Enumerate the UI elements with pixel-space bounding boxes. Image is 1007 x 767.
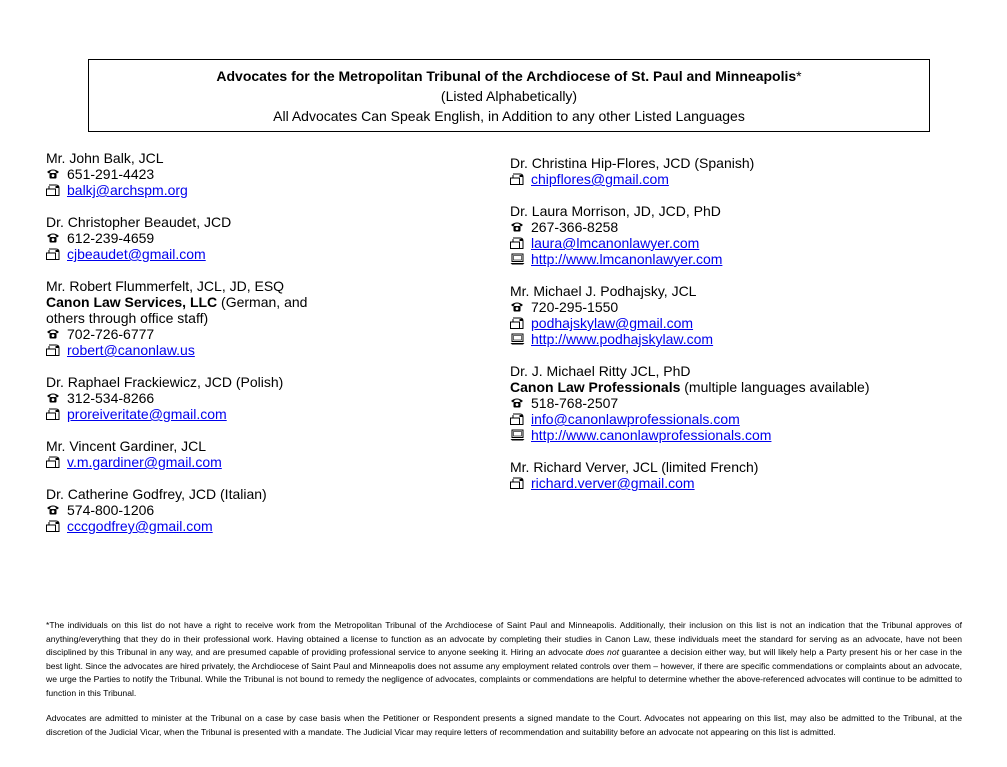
- email-line: [46, 406, 486, 422]
- email-link[interactable]: info@canonlawprofessionals.com: [531, 411, 740, 427]
- email-icon: [46, 408, 62, 420]
- phone-line: [510, 395, 980, 411]
- email-link[interactable]: cjbeaudet@gmail.com: [67, 246, 206, 262]
- email-line: [510, 171, 980, 187]
- phone-icon: [510, 221, 526, 233]
- email-icon: [46, 184, 62, 196]
- email-line: [46, 182, 486, 198]
- email-line: [510, 475, 980, 491]
- email-line: [510, 315, 980, 331]
- email-line: [46, 246, 486, 262]
- phone-icon: [46, 232, 62, 244]
- footnote-text-2: guarantee a decision either way, but will likely help a Party present his or her case in the best light. Since the advocates are hired privately, the Archdiocese of Saint Paul and Minneapolis does not assume any employment related controls over them – however, if there are specific commendations or complaints about an advocate, we urge the Parties to notify the Tribunal. While the Tribunal is not bound to remedy the negligence of advocates, complaints or commendations are helpful to determine whether the above-referenced advocates will continue to be admitted to function in this Tribunal.: [46, 647, 963, 698]
- advocate-entry: [46, 374, 486, 422]
- right-column: [510, 155, 980, 507]
- email-line: [510, 411, 980, 427]
- website-link[interactable]: http://www.canonlawprofessionals.com: [531, 427, 772, 443]
- computer-icon: [510, 333, 526, 345]
- left-column: [46, 150, 486, 550]
- website-link[interactable]: http://www.lmcanonlawyer.com: [531, 251, 723, 267]
- advocate-entry: [46, 278, 486, 358]
- phone-icon: [46, 328, 62, 340]
- page-subtitle: (Listed Alphabetically): [440, 88, 578, 104]
- advocate-name: Mr. Robert Flummerfelt, JCL, JD, ESQ: [46, 278, 285, 294]
- phone-number: 267-366-8258: [531, 219, 619, 235]
- website-line: [510, 251, 980, 267]
- website-link[interactable]: http://www.podhajskylaw.com: [531, 331, 714, 347]
- firm-note: (multiple languages available): [680, 379, 870, 395]
- advocate-entry: [510, 283, 980, 347]
- email-icon: [510, 317, 526, 329]
- email-link[interactable]: cccgodfrey@gmail.com: [67, 518, 213, 534]
- advocate-name: Mr. Richard Verver, JCL (limited French): [510, 459, 759, 475]
- advocate-name: Dr. Christopher Beaudet, JCD: [46, 214, 232, 230]
- email-link[interactable]: robert@canonlaw.us: [67, 342, 195, 358]
- phone-line: [46, 166, 486, 182]
- email-link[interactable]: richard.verver@gmail.com: [531, 475, 695, 491]
- advocate-name: Mr. Vincent Gardiner, JCL: [46, 438, 207, 454]
- advocate-name: Dr. Raphael Frackiewicz, JCD (Polish): [46, 374, 284, 390]
- advocate-name: Dr. J. Michael Ritty JCL, PhD: [510, 363, 691, 379]
- email-icon: [510, 173, 526, 185]
- computer-icon: [510, 429, 526, 441]
- phone-number: 518-768-2507: [531, 395, 619, 411]
- email-link[interactable]: podhajskylaw@gmail.com: [531, 315, 694, 331]
- email-icon: [510, 237, 526, 249]
- footnote-emphasis: does not: [585, 647, 620, 658]
- email-line: [46, 454, 486, 470]
- advocate-firm: [510, 379, 980, 395]
- phone-icon: [510, 301, 526, 313]
- phone-number: 651-291-4423: [67, 166, 155, 182]
- email-icon: [46, 344, 62, 356]
- page-title: [89, 66, 929, 86]
- phone-icon: [46, 504, 62, 516]
- advocate-entry: [46, 214, 486, 262]
- firm-name: Canon Law Professionals: [510, 379, 681, 395]
- firm-note: (German, and: [217, 294, 308, 310]
- advocate-entry: [510, 155, 980, 187]
- footnote-admission: Advocates are admitted to minister at the Tribunal on a case by case basis when the Petitioner or Respondent presents a signed mandate to the Court. Advocates not appearing on this list, may also be admitted to the Tribunal, at the discretion of the Judicial Vicar, when the Tribunal is presented with a mandate. The Judicial Vicar may require letters of recommendation and suitability before an advocate not appearing on this list is admitted.: [46, 713, 962, 737]
- phone-icon: [46, 168, 62, 180]
- header-box: [88, 59, 930, 132]
- computer-icon: [510, 253, 526, 265]
- email-link[interactable]: balkj@archspm.org: [67, 182, 188, 198]
- title-asterisk: *: [796, 68, 802, 84]
- advocate-name: Dr. Christina Hip-Flores, JCD (Spanish): [510, 155, 755, 171]
- phone-line: [510, 219, 980, 235]
- website-line: [510, 427, 980, 443]
- phone-number: 574-800-1206: [67, 502, 155, 518]
- firm-note-continued: others through office staff): [46, 310, 209, 326]
- email-line: [46, 342, 486, 358]
- email-icon: [46, 248, 62, 260]
- advocate-entry: [46, 486, 486, 534]
- advocate-entry: [510, 459, 980, 491]
- phone-number: 312-534-8266: [67, 390, 155, 406]
- phone-line: [46, 326, 486, 342]
- phone-icon: [46, 392, 62, 404]
- footnote-disclaimer: [46, 619, 962, 701]
- email-link[interactable]: proreiveritate@gmail.com: [67, 406, 227, 422]
- phone-number: 702-726-6777: [67, 326, 155, 342]
- email-icon: [46, 456, 62, 468]
- email-link[interactable]: v.m.gardiner@gmail.com: [67, 454, 222, 470]
- email-link[interactable]: laura@lmcanonlawyer.com: [531, 235, 700, 251]
- footnote-text-1: *The individuals on this list do not have a right to receive work from the Metropolitan Tribunal of the Archdiocese of Saint Paul and Minneapolis. Additionally, their inclusion on this list is not an indication that the Tribunal approves of anything/everything that they do in their professional work. Having obtained a license to function as an advocate by completing their studies in Canon Law, these individuals meet the standard for serving as an advocate, have not been disciplined by this Tribunal in any way, and are presumed capable of providing professional service to anyone seeking it. Hiring an advocate: [46, 620, 962, 658]
- email-line: [46, 518, 486, 534]
- website-line: [510, 331, 980, 347]
- email-icon: [510, 413, 526, 425]
- advocate-entry: [510, 203, 980, 267]
- email-icon: [510, 477, 526, 489]
- firm-name: Canon Law Services, LLC: [46, 294, 218, 310]
- email-icon: [46, 520, 62, 532]
- language-note: All Advocates Can Speak English, in Addition to any other Listed Languages: [273, 108, 745, 124]
- title-text: Advocates for the Metropolitan Tribunal of the Archdiocese of St. Paul and Minneapolis: [216, 68, 797, 84]
- advocate-name: Dr. Laura Morrison, JD, JCD, PhD: [510, 203, 721, 219]
- advocate-entry: [510, 363, 980, 443]
- advocate-name: Mr. John Balk, JCL: [46, 150, 164, 166]
- phone-number: 612-239-4659: [67, 230, 155, 246]
- phone-line: [46, 390, 486, 406]
- advocate-entry: [46, 438, 486, 470]
- email-line: [510, 235, 980, 251]
- phone-line: [46, 502, 486, 518]
- phone-line: [510, 299, 980, 315]
- advocate-entry: [46, 150, 486, 198]
- phone-line: [46, 230, 486, 246]
- advocate-name: Dr. Catherine Godfrey, JCD (Italian): [46, 486, 267, 502]
- advocate-name: Mr. Michael J. Podhajsky, JCL: [510, 283, 697, 299]
- phone-number: 720-295-1550: [531, 299, 619, 315]
- email-link[interactable]: chipflores@gmail.com: [531, 171, 669, 187]
- advocate-firm: [46, 294, 486, 326]
- phone-icon: [510, 397, 526, 409]
